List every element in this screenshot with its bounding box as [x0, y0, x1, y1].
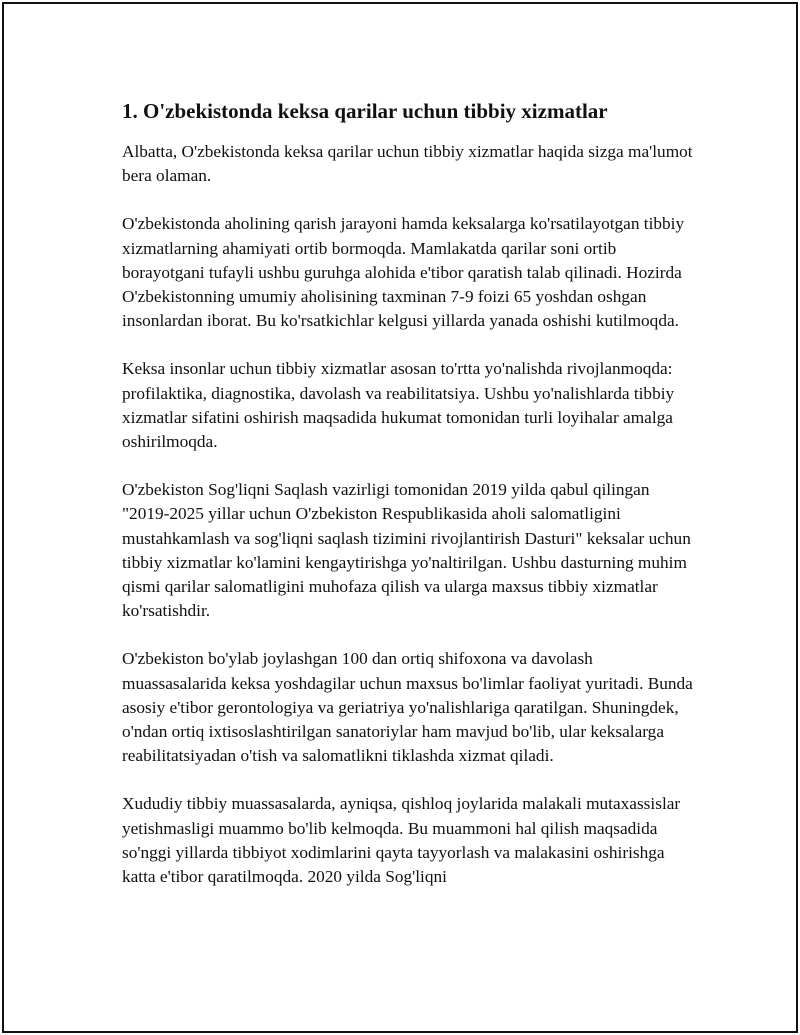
paragraph-health-program: O'zbekiston Sog'liqni Saqlash vazirligi tomonidan 2019 yilda qabul qilingan "2019-2025 yillar uchun O'zbekiston Respublikasida aholi salomatligini mustahkamlash va sog'liqni saqlash tizimini rivojlantirish Dasturi" keksalar uchun tibbiy xizmatlar ko'lamini kengaytirishga yo'naltirilgan. Ushbu dasturning muhim qismi qarilar salomatligini muhofaza qilish va ularga maxsus tibbiy xizmatlar ko'rsatishdir. — [122, 480, 691, 621]
paragraph-service-directions: Keksa insonlar uchun tibbiy xizmatlar asosan to'rtta yo'nalishda rivojlanmoqda: profilaktika, diagnostika, davolash va reabilitatsiya. Ushbu yo'nalishlarda tibbiy xizmatlar sifatini oshirish maqsadida hukumat tomonidan turli loyihalar amalga oshirilmoqda. — [122, 359, 675, 452]
section-heading: 1. O'zbekistonda keksa qarilar uchun tibbiy xizmatlar — [122, 99, 608, 123]
paragraph-hospitals: O'zbekiston bo'ylab joylashgan 100 dan ortiq shifoxona va davolash muassasalarida keksa yoshdagilar uchun maxsus bo'limlar faoliyat yuritadi. Bunda asosiy e'tibor gerontologiya va geriatriya yo'nalishlariga qaratilgan. Shuningdek, o'ndan ortiq ixtisoslashtirilgan sanatoriylar ham mavjud bo'lib, ular keksalarga reabilitatsiyadan o'tish va salomatlikni tiklashda xizmat qiladi. — [122, 649, 693, 766]
paragraph-regional-staffing: Xududiy tibbiy muassasalarda, ayniqsa, qishloq joylarida malakali mutaxassislar yetishmasligi muammo bo'lib kelmoqda. Bu muammoni hal qilish maqsadida so'nggi yillarda tibbiyot xodimlarini qayta tayyorlash va malakasini oshirishga katta e'tibor qaratilmoqda. 2020 yilda Sog'liqni — [122, 794, 681, 887]
paragraph-intro: Albatta, O'zbekistonda keksa qarilar uchun tibbiy xizmatlar haqida sizga ma'lumot bera olaman. — [122, 142, 693, 186]
page-frame — [2, 2, 798, 1033]
document-body — [122, 96, 697, 913]
paragraph-aging-population: O'zbekistonda aholining qarish jarayoni hamda keksalarga ko'rsatilayotgan tibbiy xizmatlarning ahamiyati ortib bormoqda. Mamlakatda qarilar soni ortib borayotgani tufayli ushbu guruhga alohida e'tibor qaratish talab qilinadi. Hozirda O'zbekistonning umumiy aholisining taxminan 7-9 foizi 65 yoshdan oshgan insonlardan iborat. Bu ko'rsatkichlar kelgusi yillarda yanada oshishi kutilmoqda. — [122, 214, 685, 331]
